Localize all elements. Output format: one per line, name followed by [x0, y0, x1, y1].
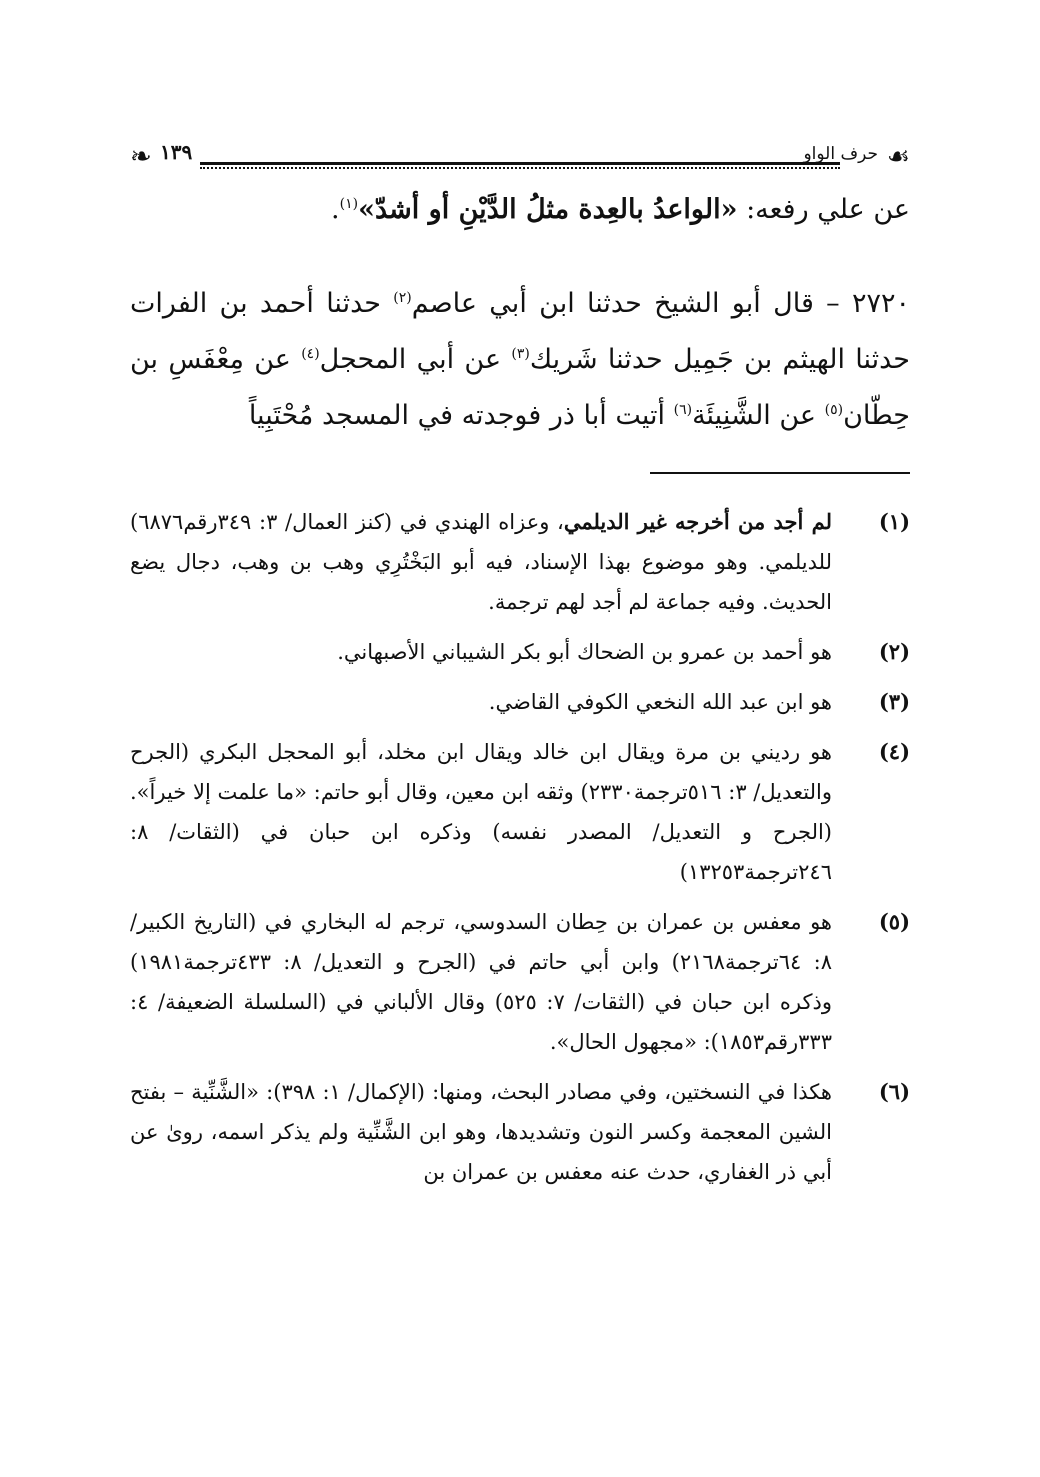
- footnotes: [130, 502, 910, 1202]
- page-header: [130, 138, 910, 178]
- intro-quote: «الواعدُ بالعِدة مثلُ الدَّيْنِ أو أشدّ»: [358, 194, 738, 225]
- footnote-ref-3: (٣): [511, 346, 530, 362]
- footnote-ref-5: (٥): [824, 402, 844, 418]
- hadith-text-1: ٢٧٢٠ – قال أبو الشيخ حدثنا ابن أبي عاصم: [411, 288, 911, 319]
- hadith-text-4: عن مِعْفَسِ بن حِطّان: [130, 344, 910, 431]
- footnote-3: [130, 682, 910, 722]
- footnote-number: (١): [878, 509, 910, 534]
- footnote-ref-2: (٢): [393, 290, 412, 306]
- footnote-text: هو رديني بن مرة ويقال ابن خالد ويقال ابن مخلد، أبو المحجل البكري (الجرح والتعديل/ ٣: ٥١٦ترجمة٢٣٣٠) وثقه ابن معين، وقال أبو حاتم: «ما علمت إلا خيراً». (الجرح و التعديل/ المصدر نفسه) وذكره ابن حبان في (الثقات/ ٨: ٢٤٦ترجمة١٣٢٥٣): [130, 740, 832, 884]
- footnote-text: هكذا في النسختين، وفي مصادر البحث، ومنها: (الإكمال/ ١: ٣٩٨): «الشَّنِّية – بفتح الشين المعجمة وكسر النون وتشديدها، وهو ابن الشَّنِّية ولم يذكر اسمه، روىٰ عن أبي ذر الغفاري، حدث عنه معفس بن عمران بن: [130, 1080, 832, 1184]
- intro-paragraph: [130, 182, 910, 238]
- hadith-text-2: حدثنا أحمد بن الفرات حدثنا الهيثم بن جَمِيل حدثنا شَريك: [130, 288, 911, 375]
- hadith-text-5: عن الشَّنِيئَة: [692, 400, 825, 431]
- hadith-text-6: أتيت أبا ذر فوجدته في المسجد مُحْتَبِياً: [248, 400, 674, 431]
- header-dotted-rule: [200, 167, 840, 169]
- footnote-1: [130, 502, 910, 622]
- footnote-ref-6: (٦): [673, 402, 693, 418]
- footnote-ref-4: (٤): [301, 346, 320, 362]
- footnote-4: [130, 732, 910, 892]
- footnote-number: (٢): [878, 639, 910, 664]
- chapter-title: حرف الواو: [803, 144, 878, 164]
- hadith-paragraph: [130, 276, 910, 444]
- footnote-number: (٣): [878, 689, 910, 714]
- footnote-2: [130, 632, 910, 672]
- footnote-ref-1: (١): [339, 196, 359, 212]
- footnote-bold-text: لم أجد من أخرجه غير الديلمي: [563, 509, 832, 534]
- main-text: [130, 182, 910, 444]
- footnote-number: (٦): [878, 1079, 910, 1104]
- page-number: ١٣٩: [160, 140, 193, 164]
- intro-suffix: .: [331, 194, 340, 225]
- footnote-separator: [650, 472, 910, 474]
- footnote-5: [130, 902, 910, 1062]
- ornament-right-icon: ☙: [886, 142, 910, 172]
- footnote-text: هو ابن عبد الله النخعي الكوفي القاضي.: [488, 690, 832, 714]
- ornament-left-icon: ❧: [130, 142, 152, 172]
- footnote-text: ، وعزاه الهندي في (كنز العمال/ ٣: ٣٤٩رقم٦٨٧٦) للديلمي. وهو موضوع بهذا الإسناد، فيه أبو البَخْتُرِي وهب بن وهب، دجال يضع الحديث. وفيه جماعة لم أجد لهم ترجمة.: [130, 510, 832, 614]
- footnote-text: هو أحمد بن عمرو بن الضحاك أبو بكر الشيباني الأصبهاني.: [337, 640, 832, 664]
- footnote-6: [130, 1072, 910, 1192]
- header-rule: [200, 162, 840, 165]
- hadith-text-3: عن أبي المحجل: [319, 344, 512, 375]
- footnote-number: (٤): [878, 739, 910, 764]
- footnote-number: (٥): [878, 909, 910, 934]
- intro-prefix: عن علي رفعه:: [737, 194, 910, 225]
- footnote-text: هو معفس بن عمران بن حِطان السدوسي، ترجم له البخاري في (التاريخ الكبير/ ٨: ٦٤ترجمة٢١٦٨) وابن أبي حاتم في (الجرح و التعديل/ ٨: ٤٣٣ترجمة١٩٨١) وذكره ابن حبان في (الثقات/ ٧: ٥٢٥) وقال الألباني في (السلسلة الضعيفة/ ٤: ٣٣٣رقم١٨٥٣): «مجهول الحال».: [130, 910, 832, 1054]
